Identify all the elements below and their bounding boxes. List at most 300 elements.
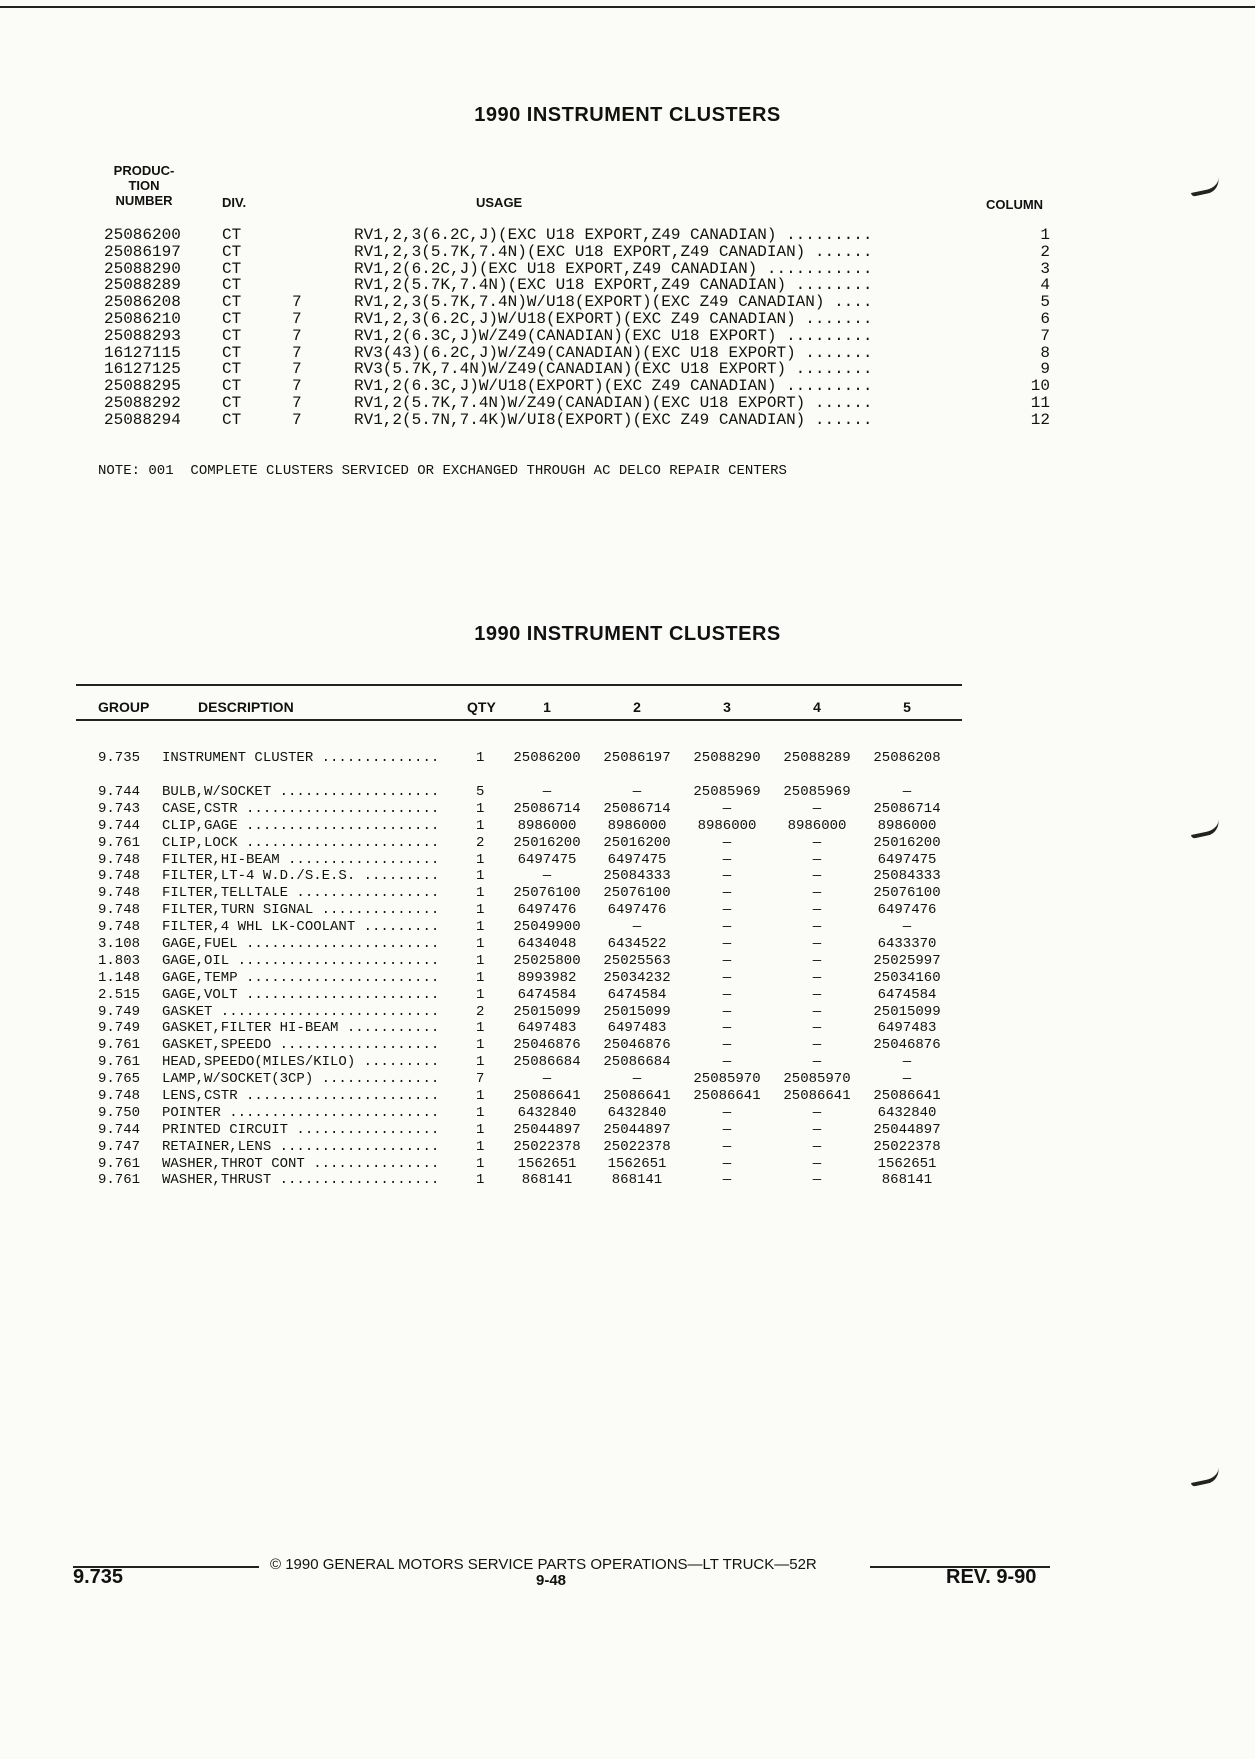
qty-cell: 1 <box>476 1138 485 1155</box>
col-1-cell: 6497476 <box>517 902 577 919</box>
table-row <box>104 244 1064 261</box>
col-3-cell: — <box>722 1121 732 1138</box>
group-cell: 9.748 <box>98 868 141 885</box>
header-qty: QTY <box>467 699 496 715</box>
usage-cell: RV1,2,3(6.2C,J)W/U18(EXPORT)(EXC Z49 CANADIAN) ....... <box>354 309 873 328</box>
table-row <box>98 1054 958 1071</box>
qty-cell: 1 <box>476 919 485 936</box>
col-5-cell: 25034160 <box>873 969 941 986</box>
group-cell: 9.748 <box>98 1088 141 1105</box>
col-2-cell: 25086197 <box>603 750 671 766</box>
col-5-cell: 25044897 <box>873 1121 941 1138</box>
qty-cell: 1 <box>476 902 485 919</box>
col-2-cell: 25022378 <box>603 1138 671 1155</box>
description-cell: WASHER,THRUST ................... <box>162 1172 440 1189</box>
table-row <box>98 852 958 869</box>
col-4-cell: — <box>812 834 822 851</box>
col-3-cell: — <box>722 919 732 936</box>
description-cell: PRINTED CIRCUIT ................. <box>162 1121 440 1138</box>
description-cell: GAGE,OIL ........................ <box>162 952 440 969</box>
col-3-cell: 25088290 <box>693 750 761 766</box>
table-row <box>98 1088 958 1105</box>
div-cell: CT <box>222 293 242 312</box>
header-col-3: 3 <box>723 699 731 715</box>
col-1-cell: 25086200 <box>513 750 581 766</box>
production-number-cell: 25088290 <box>104 259 181 278</box>
usage-cell: RV1,2(5.7K,7.4N)W/Z49(CANADIAN)(EXC U18 EXPORT) ...... <box>354 393 873 412</box>
group-cell: 9.761 <box>98 1172 141 1189</box>
header-description: DESCRIPTION <box>198 699 294 715</box>
group-cell: 9.743 <box>98 800 141 817</box>
col-5-cell: — <box>902 1054 912 1071</box>
col-1-cell: — <box>542 784 552 800</box>
qty-cell: 1 <box>476 1054 485 1071</box>
col-3-cell: — <box>722 868 732 885</box>
table-row <box>98 1071 958 1088</box>
usage-table <box>104 227 1064 429</box>
table-row <box>104 277 1064 294</box>
note-cell: 7 <box>292 326 302 345</box>
col-4-cell: — <box>812 1003 822 1020</box>
col-4-cell: — <box>812 1172 822 1189</box>
header-col-2: 2 <box>633 699 641 715</box>
col-2-cell: 25044897 <box>603 1121 671 1138</box>
usage-cell: RV3(5.7K,7.4N)W/Z49(CANADIAN)(EXC U18 EXPORT) ........ <box>354 360 873 379</box>
column-cell: 9 <box>1040 360 1050 379</box>
usage-cell: RV1,2,3(6.2C,J)(EXC U18 EXPORT,Z49 CANADIAN) ......... <box>354 226 873 244</box>
col-4-cell: — <box>812 1155 822 1172</box>
qty-cell: 2 <box>476 1003 485 1020</box>
col-3-cell: — <box>722 936 732 953</box>
table-row <box>104 345 1064 362</box>
column-cell: 2 <box>1040 242 1050 261</box>
qty-cell: 1 <box>476 1104 485 1121</box>
col-5-cell: 6432840 <box>877 1104 937 1121</box>
col-4-cell: — <box>812 851 822 868</box>
col-2-cell: — <box>632 1071 642 1088</box>
production-number-cell: 25086197 <box>104 242 181 261</box>
table-row <box>98 868 958 885</box>
col-1-cell: 25086714 <box>513 800 581 817</box>
table-row <box>104 227 1064 244</box>
table-row <box>98 784 958 801</box>
col-1-cell: 6432840 <box>517 1104 577 1121</box>
group-cell: 9.749 <box>98 1020 141 1037</box>
col-1-cell: 25076100 <box>513 885 581 902</box>
group-cell: 9.761 <box>98 1155 141 1172</box>
production-number-cell: 25086200 <box>104 226 181 244</box>
header-col-5: 5 <box>903 699 911 715</box>
footer-group-number: 9.735 <box>73 1566 124 1588</box>
note-cell: 7 <box>292 360 302 379</box>
table-row <box>104 311 1064 328</box>
col-1-cell: 6474584 <box>517 986 577 1003</box>
group-cell: 1.803 <box>98 952 141 969</box>
table-row <box>104 395 1064 412</box>
col-1-cell: — <box>542 1071 552 1088</box>
col-3-cell: 25085969 <box>693 784 761 800</box>
col-5-cell: 25016200 <box>873 834 941 851</box>
col-2-cell: 25086684 <box>603 1054 671 1071</box>
description-cell: INSTRUMENT CLUSTER .............. <box>162 750 440 766</box>
col-3-cell: — <box>722 1003 732 1020</box>
table-row <box>104 294 1064 311</box>
col-3-cell: — <box>722 952 732 969</box>
col-2-cell: 25034232 <box>603 969 671 986</box>
col-4-cell: — <box>812 986 822 1003</box>
div-cell: CT <box>222 226 242 244</box>
col-5-cell: 25025997 <box>873 952 941 969</box>
col-2-cell: 25084333 <box>603 868 671 885</box>
qty-cell: 5 <box>476 784 485 800</box>
col-3-cell: — <box>722 851 732 868</box>
col-3-cell: — <box>722 885 732 902</box>
table-row <box>98 1020 958 1037</box>
production-number-cell: 25088289 <box>104 276 181 295</box>
group-cell: 9.749 <box>98 1003 141 1020</box>
upper-table-title: 1990 INSTRUMENT CLUSTERS <box>474 104 781 126</box>
production-number-cell: 16127115 <box>104 343 181 362</box>
col-4-cell: — <box>812 936 822 953</box>
col-4-cell: — <box>812 1037 822 1054</box>
col-3-cell: 25085970 <box>693 1071 761 1088</box>
col-3-cell: 8986000 <box>697 817 757 834</box>
col-4-cell: — <box>812 919 822 936</box>
usage-cell: RV1,2(5.7K,7.4N)(EXC U18 EXPORT,Z49 CANADIAN) ........ <box>354 276 873 295</box>
col-2-cell: 25025563 <box>603 952 671 969</box>
table-row <box>98 1004 958 1021</box>
group-cell: 9.748 <box>98 902 141 919</box>
col-2-cell: 6434522 <box>607 936 667 953</box>
col-1-cell: 25086684 <box>513 1054 581 1071</box>
col-3-cell: — <box>722 969 732 986</box>
top-rule <box>0 6 1255 8</box>
col-3-cell: — <box>722 902 732 919</box>
div-cell: CT <box>222 343 242 362</box>
col-2-cell: — <box>632 784 642 800</box>
column-cell: 10 <box>1030 377 1050 396</box>
col-1-cell: 25049900 <box>513 919 581 936</box>
description-cell: GASKET,SPEEDO ................... <box>162 1037 440 1054</box>
footer-revision: REV. 9-90 <box>946 1566 1037 1588</box>
col-2-cell: 868141 <box>611 1172 663 1189</box>
col-5-cell: — <box>902 784 912 800</box>
col-5-cell: 25076100 <box>873 885 941 902</box>
group-cell: 9.750 <box>98 1104 141 1121</box>
description-cell: FILTER,TELLTALE ................. <box>162 885 440 902</box>
col-4-cell: — <box>812 1121 822 1138</box>
group-cell: 1.148 <box>98 969 141 986</box>
binder-mark <box>1189 177 1221 197</box>
group-cell: 3.108 <box>98 936 141 953</box>
note-cell: 7 <box>292 309 302 328</box>
group-cell: 9.761 <box>98 834 141 851</box>
description-cell: GAGE,FUEL ....................... <box>162 936 440 953</box>
header-col-4: 4 <box>813 699 821 715</box>
usage-cell: RV3(43)(6.2C,J)W/Z49(CANADIAN)(EXC U18 EXPORT) ....... <box>354 343 873 362</box>
description-cell: BULB,W/SOCKET ................... <box>162 784 440 800</box>
col-5-cell: 6433370 <box>877 936 937 953</box>
description-cell: FILTER,HI-BEAM .................. <box>162 851 440 868</box>
col-2-cell: 1562651 <box>607 1155 667 1172</box>
div-cell: CT <box>222 309 242 328</box>
note-cell: 7 <box>292 377 302 396</box>
col-5-cell: 8986000 <box>877 817 937 834</box>
col-3-cell: — <box>722 1104 732 1121</box>
div-cell: CT <box>222 393 242 412</box>
group-cell: 9.744 <box>98 784 141 800</box>
col-2-cell: 25046876 <box>603 1037 671 1054</box>
col-4-cell: 25086641 <box>783 1088 851 1105</box>
description-cell: LAMP,W/SOCKET(3CP) .............. <box>162 1071 440 1088</box>
usage-cell: RV1,2(6.2C,J)(EXC U18 EXPORT,Z49 CANADIAN) ........... <box>354 259 873 278</box>
col-4-cell: — <box>812 969 822 986</box>
qty-cell: 1 <box>476 800 485 817</box>
div-cell: CT <box>222 377 242 396</box>
col-3-cell: — <box>722 986 732 1003</box>
col-4-cell: — <box>812 1104 822 1121</box>
description-cell: GAGE,VOLT ....................... <box>162 986 440 1003</box>
qty-cell: 1 <box>476 969 485 986</box>
production-number-cell: 25086210 <box>104 309 181 328</box>
group-cell: 9.748 <box>98 919 141 936</box>
col-2-cell: 6497476 <box>607 902 667 919</box>
col-5-cell: 25015099 <box>873 1003 941 1020</box>
qty-cell: 7 <box>476 1071 485 1088</box>
group-cell: 2.515 <box>98 986 141 1003</box>
parts-lead-row <box>98 750 958 767</box>
qty-cell: 1 <box>476 868 485 885</box>
column-cell: 3 <box>1040 259 1050 278</box>
col-4-cell: 25085970 <box>783 1071 851 1088</box>
usage-cell: RV1,2,3(5.7K,7.4N)W/U18(EXPORT)(EXC Z49 CANADIAN) .... <box>354 293 873 312</box>
table-row <box>98 1172 958 1189</box>
production-number-cell: 25088292 <box>104 393 181 412</box>
col-1-cell: 25022378 <box>513 1138 581 1155</box>
col-4-cell: — <box>812 1054 822 1071</box>
col-1-cell: 25015099 <box>513 1003 581 1020</box>
binder-mark <box>1189 819 1221 839</box>
description-cell: GASKET .......................... <box>162 1003 440 1020</box>
div-cell: CT <box>222 360 242 379</box>
header-col-1: 1 <box>543 699 551 715</box>
description-cell: FILTER,LT-4 W.D./S.E.S. ......... <box>162 868 440 885</box>
col-1-cell: 25046876 <box>513 1037 581 1054</box>
usage-cell: RV1,2,3(5.7K,7.4N)(EXC U18 EXPORT,Z49 CANADIAN) ...... <box>354 242 873 261</box>
parts-table <box>98 784 958 1189</box>
qty-cell: 1 <box>476 936 485 953</box>
qty-cell: 1 <box>476 1121 485 1138</box>
col-4-cell: — <box>812 952 822 969</box>
col-1-cell: 25086641 <box>513 1088 581 1105</box>
description-cell: GAGE,TEMP ....................... <box>162 969 440 986</box>
col-4-cell: — <box>812 800 822 817</box>
group-cell: 9.748 <box>98 885 141 902</box>
description-cell: FILTER,4 WHL LK-COOLANT ......... <box>162 919 440 936</box>
table-row <box>98 987 958 1004</box>
table-header-rule <box>76 719 962 721</box>
col-4-cell: — <box>812 868 822 885</box>
table-row <box>104 328 1064 345</box>
col-2-cell: 6497483 <box>607 1020 667 1037</box>
col-1-cell: — <box>542 868 552 885</box>
header-column: COLUMN <box>986 197 1044 212</box>
col-5-cell: 6474584 <box>877 986 937 1003</box>
col-1-cell: 25025800 <box>513 952 581 969</box>
qty-cell: 1 <box>476 885 485 902</box>
col-4-cell: — <box>812 1020 822 1037</box>
col-5-cell: — <box>902 919 912 936</box>
col-5-cell: 25086208 <box>873 750 941 766</box>
col-3-cell: — <box>722 1037 732 1054</box>
col-3-cell: — <box>722 800 732 817</box>
table-row <box>98 902 958 919</box>
col-1-cell: 868141 <box>521 1172 573 1189</box>
footer-copyright: © 1990 GENERAL MOTORS SERVICE PARTS OPERATIONS—LT TRUCK—52R <box>270 1556 817 1573</box>
group-cell: 9.744 <box>98 1121 141 1138</box>
col-2-cell: — <box>632 919 642 936</box>
qty-cell: 1 <box>476 750 485 766</box>
column-cell: 5 <box>1040 293 1050 312</box>
col-4-cell: 25085969 <box>783 784 851 800</box>
description-cell: GASKET,FILTER HI-BEAM ........... <box>162 1020 440 1037</box>
description-cell: RETAINER,LENS ................... <box>162 1138 440 1155</box>
col-5-cell: 6497483 <box>877 1020 937 1037</box>
header-usage: USAGE <box>476 195 523 210</box>
header-div: DIV. <box>222 195 247 210</box>
table-top-rule <box>76 684 962 686</box>
column-cell: 1 <box>1040 226 1050 244</box>
table-row <box>98 953 958 970</box>
table-row <box>98 1122 958 1139</box>
table-row <box>98 1139 958 1156</box>
description-cell: LENS,CSTR ....................... <box>162 1088 440 1105</box>
qty-cell: 1 <box>476 1088 485 1105</box>
col-5-cell: 1562651 <box>877 1155 937 1172</box>
description-cell: CLIP,LOCK ....................... <box>162 834 440 851</box>
group-cell: 9.744 <box>98 817 141 834</box>
col-5-cell: 25084333 <box>873 868 941 885</box>
col-1-cell: 25044897 <box>513 1121 581 1138</box>
group-cell: 9.748 <box>98 851 141 868</box>
div-cell: CT <box>222 259 242 278</box>
qty-cell: 1 <box>476 1020 485 1037</box>
col-2-cell: 6474584 <box>607 986 667 1003</box>
col-2-cell: 25016200 <box>603 834 671 851</box>
table-row <box>98 1105 958 1122</box>
qty-cell: 1 <box>476 986 485 1003</box>
table-row <box>104 378 1064 395</box>
table-row <box>104 412 1064 429</box>
column-cell: 11 <box>1030 393 1050 412</box>
col-3-cell: 25086641 <box>693 1088 761 1105</box>
note-cell: 7 <box>292 293 302 312</box>
table-row <box>98 936 958 953</box>
col-4-cell: 8986000 <box>787 817 847 834</box>
production-number-cell: 25086208 <box>104 293 181 312</box>
description-cell: FILTER,TURN SIGNAL .............. <box>162 902 440 919</box>
header-group: GROUP <box>98 699 150 715</box>
div-cell: CT <box>222 326 242 345</box>
table-row <box>104 361 1064 378</box>
col-2-cell: 25076100 <box>603 885 671 902</box>
usage-cell: RV1,2(6.3C,J)W/U18(EXPORT)(EXC Z49 CANADIAN) ......... <box>354 377 873 396</box>
table-row <box>98 970 958 987</box>
note-cell: 7 <box>292 410 302 429</box>
col-2-cell: 25086641 <box>603 1088 671 1105</box>
col-2-cell: 6497475 <box>607 851 667 868</box>
col-4-cell: — <box>812 885 822 902</box>
qty-cell: 1 <box>476 1155 485 1172</box>
col-5-cell: 25046876 <box>873 1037 941 1054</box>
col-3-cell: — <box>722 1172 732 1189</box>
col-3-cell: — <box>722 1138 732 1155</box>
service-note: NOTE: 001 COMPLETE CLUSTERS SERVICED OR EXCHANGED THROUGH AC DELCO REPAIR CENTERS <box>98 463 787 479</box>
group-cell: 9.761 <box>98 1037 141 1054</box>
col-1-cell: 25016200 <box>513 834 581 851</box>
description-cell: HEAD,SPEEDO(MILES/KILO) ......... <box>162 1054 440 1071</box>
qty-cell: 1 <box>476 851 485 868</box>
usage-cell: RV1,2(5.7N,7.4K)W/UI8(EXPORT)(EXC Z49 CANADIAN) ...... <box>354 410 873 429</box>
div-cell: CT <box>222 410 242 429</box>
description-cell: CASE,CSTR ....................... <box>162 800 440 817</box>
col-2-cell: 6432840 <box>607 1104 667 1121</box>
table-row <box>98 750 958 767</box>
col-2-cell: 25015099 <box>603 1003 671 1020</box>
table-row <box>104 261 1064 278</box>
col-1-cell: 6497475 <box>517 851 577 868</box>
col-1-cell: 6434048 <box>517 936 577 953</box>
col-4-cell: 25088289 <box>783 750 851 766</box>
qty-cell: 1 <box>476 817 485 834</box>
col-5-cell: 25022378 <box>873 1138 941 1155</box>
column-cell: 12 <box>1030 410 1050 429</box>
description-cell: POINTER ......................... <box>162 1104 440 1121</box>
header-production-number: PRODUC- TION NUMBER <box>113 163 175 208</box>
group-cell: 9.747 <box>98 1138 141 1155</box>
binder-mark <box>1189 1467 1221 1487</box>
group-cell: 9.735 <box>98 750 141 766</box>
note-cell: 7 <box>292 343 302 362</box>
description-cell: WASHER,THROT CONT ............... <box>162 1155 440 1172</box>
col-1-cell: 8993982 <box>517 969 577 986</box>
table-row <box>98 1156 958 1173</box>
note-cell: 7 <box>292 393 302 412</box>
production-number-cell: 25088293 <box>104 326 181 345</box>
div-cell: CT <box>222 276 242 295</box>
col-2-cell: 8986000 <box>607 817 667 834</box>
table-row <box>98 885 958 902</box>
production-number-cell: 16127125 <box>104 360 181 379</box>
usage-cell: RV1,2(6.3C,J)W/Z49(CANADIAN)(EXC U18 EXPORT) ......... <box>354 326 873 345</box>
qty-cell: 2 <box>476 834 485 851</box>
group-cell: 9.761 <box>98 1054 141 1071</box>
col-1-cell: 6497483 <box>517 1020 577 1037</box>
col-5-cell: 25086714 <box>873 800 941 817</box>
qty-cell: 1 <box>476 952 485 969</box>
production-number-cell: 25088295 <box>104 377 181 396</box>
col-2-cell: 25086714 <box>603 800 671 817</box>
table-row <box>98 801 958 818</box>
production-number-cell: 25088294 <box>104 410 181 429</box>
col-5-cell: 868141 <box>881 1172 933 1189</box>
qty-cell: 1 <box>476 1037 485 1054</box>
table-row <box>98 1037 958 1054</box>
table-row <box>98 818 958 835</box>
div-cell: CT <box>222 242 242 261</box>
group-cell: 9.765 <box>98 1071 141 1088</box>
col-5-cell: 6497476 <box>877 902 937 919</box>
